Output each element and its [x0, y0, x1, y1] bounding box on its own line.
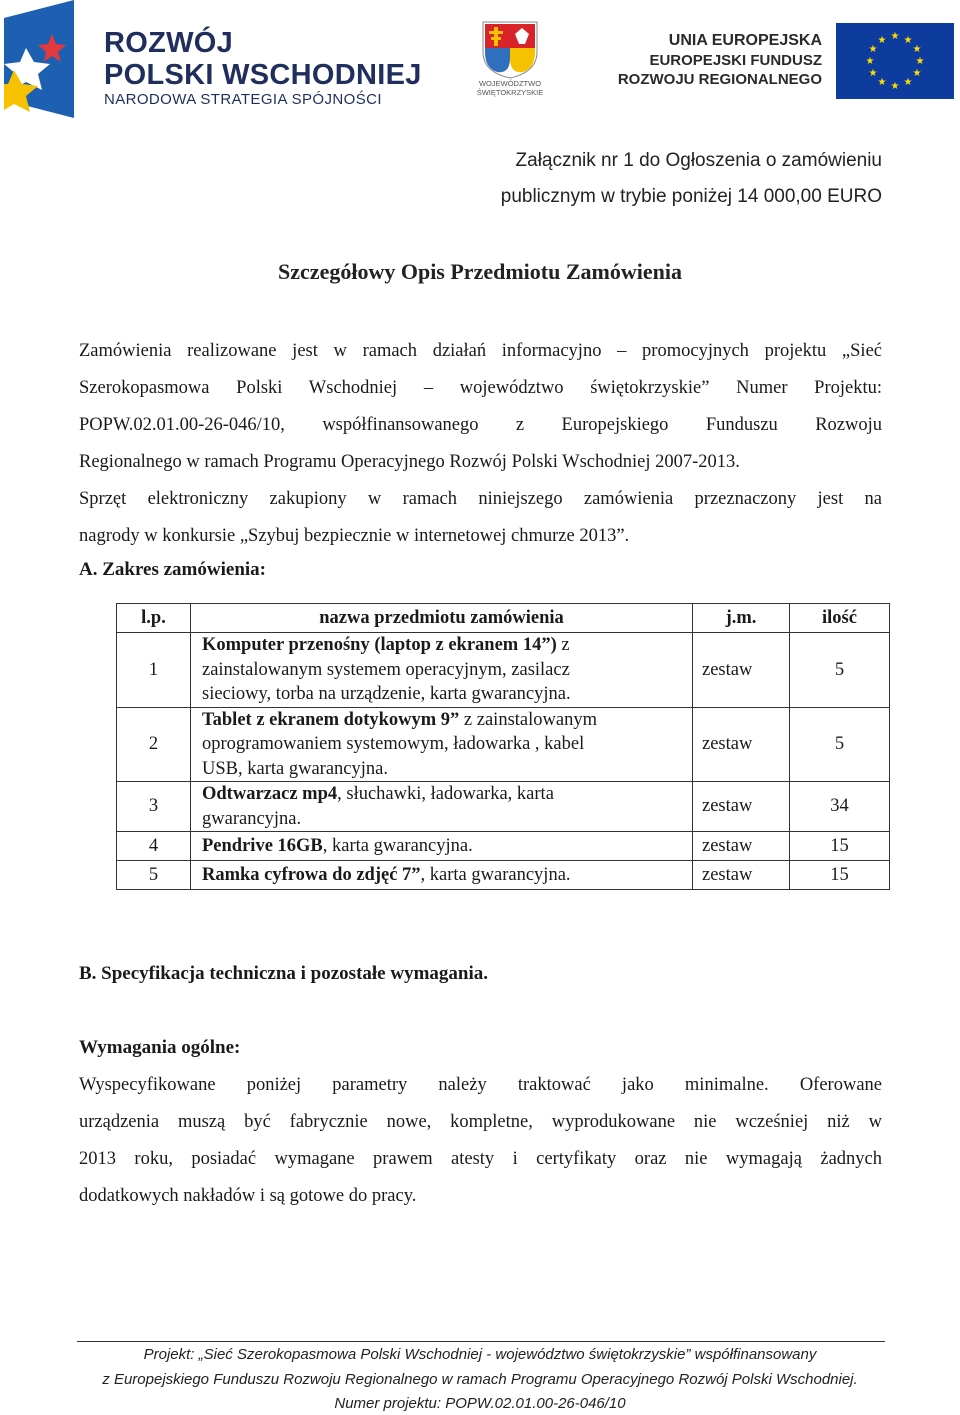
section-a-heading: A. Zakres zamówienia: [79, 559, 266, 580]
general-line: 2013 roku, posiadać wymagane prawem atesty i certyfikaty oraz nie wymagają żadnych [79, 1149, 882, 1169]
footer-divider [77, 1341, 885, 1342]
row-jm: zestaw [693, 861, 790, 890]
header-qty: ilość [790, 604, 890, 633]
row-qty: 5 [790, 633, 890, 708]
table-row [117, 782, 890, 832]
eu-logo-line1: UNIA EUROPEJSKA [668, 32, 822, 49]
rpw-star-icon [4, 0, 84, 120]
row-name-line1 [202, 708, 692, 733]
svg-text:★: ★ [868, 44, 878, 55]
row-name-line3: USB, karta gwarancyjna. [202, 758, 388, 779]
row-qty: 34 [790, 782, 890, 832]
row-name-bold: Odtwarzacz mp4 [202, 784, 338, 804]
row-lp: 1 [117, 633, 191, 708]
row-name-rest: z zainstalowanym [459, 709, 597, 730]
intro-paragraph [79, 333, 882, 555]
eu-flag-icon [836, 23, 954, 99]
intro-line: Regionalnego w ramach Programu Operacyjnego Rozwój Polski Wschodniej 2007-2013. [79, 452, 740, 472]
svg-text:★: ★ [915, 56, 925, 67]
rpw-logo-line1: ROZWÓJ [104, 27, 234, 59]
row-lp: 5 [117, 861, 191, 890]
row-name-rest: z [556, 635, 570, 655]
row-name [191, 707, 693, 782]
table-row [117, 832, 890, 861]
table-row [117, 861, 890, 890]
eu-logo-line3: ROZWOJU REGIONALNEGO [617, 71, 822, 88]
header-lp: l.p. [117, 604, 191, 633]
intro-line: Szerokopasmowa Polski Wschodniej – województwo świętokrzyskie” Numer Projektu: [79, 378, 882, 398]
row-name-bold: Komputer przenośny (laptop z ekranem 14”) [202, 635, 557, 655]
footer-line2: z Europejskiego Funduszu Rozwoju Regionalnego w ramach Programu Operacyjnego Rozwój Polski Wschodniej. [102, 1371, 858, 1388]
header-name: nazwa przedmiotu zamówienia [191, 604, 693, 633]
rpw-logo [4, 0, 84, 120]
row-name-line1 [202, 782, 692, 807]
svg-text:★: ★ [890, 81, 900, 92]
general-requirements-paragraph [79, 1067, 882, 1215]
rpw-logo-line2: POLSKI WSCHODNIEJ [104, 59, 422, 91]
row-jm: zestaw [693, 633, 790, 708]
intro-line: Zamówienia realizowane jest w ramach działań informacyjno – promocyjnych projektu „Sieć [79, 341, 882, 361]
svg-text:★: ★ [912, 68, 922, 79]
table-row [117, 633, 890, 708]
row-lp: 4 [117, 832, 191, 861]
row-jm: zestaw [693, 832, 790, 861]
row-qty: 5 [790, 707, 890, 782]
row-jm: zestaw [693, 782, 790, 832]
page-title: Szczegółowy Opis Przedmiotu Zamówienia [278, 259, 682, 284]
row-name-line1 [202, 633, 692, 658]
footer-line1: Projekt: „Sieć Szerokopasmowa Polski Wschodniej - województwo świętokrzyskie” współfinansowany [143, 1346, 817, 1363]
region-logo-line2: ŚWIĘTOKRZYSKIE [476, 88, 544, 97]
row-name-rest: , słuchawki, ładowarka, karta [337, 784, 554, 804]
eu-logo-line2: EUROPEJSKI FUNDUSZ [649, 52, 822, 69]
row-qty: 15 [790, 861, 890, 890]
general-line: dodatkowych nakładów i są gotowe do pracy. [79, 1186, 417, 1206]
row-name-rest: , karta gwarancyjna. [420, 864, 571, 885]
general-line: urządzenia muszą być fabrycznie nowe, kompletne, wyprodukowane nie wcześniej niż w [79, 1112, 882, 1132]
annex-line2: publicznym w trybie poniżej 14 000,00 EURO [500, 186, 882, 207]
row-name-bold: Tablet z ekranem dotykowym 9” [202, 709, 460, 730]
eu-flag [836, 23, 954, 99]
items-table [116, 603, 890, 890]
row-name-bold: Pendrive 16GB [202, 835, 323, 856]
row-name [191, 832, 693, 861]
row-jm: zestaw [693, 707, 790, 782]
coat-of-arms-icon [477, 18, 543, 80]
row-name [191, 633, 693, 708]
svg-text:★: ★ [877, 77, 887, 88]
intro-line: Sprzęt elektroniczny zakupiony w ramach niniejszego zamówienia przeznaczony jest na [79, 489, 882, 509]
row-name-line2: zainstalowanym systemem operacyjnym, zasilacz [202, 659, 570, 680]
row-name-rest: , karta gwarancyjna. [322, 835, 473, 856]
row-name-line2: gwarancyjna. [202, 808, 302, 829]
row-name-line3: sieciowy, torba na urządzenie, karta gwarancyjna. [202, 684, 571, 704]
intro-line: POPW.02.01.00-26-046/10, współfinansowanego z Europejskiego Funduszu Rozwoju [79, 415, 882, 435]
header-jm: j.m. [693, 604, 790, 633]
footer-line3: Numer projektu: POPW.02.01.00-26-046/10 [334, 1395, 626, 1412]
svg-text:★: ★ [912, 44, 922, 55]
table-row [117, 707, 890, 782]
svg-text:★: ★ [877, 35, 887, 46]
annex-line1: Załącznik nr 1 do Ogłoszenia o zamówieniu [515, 150, 882, 171]
row-name-bold: Ramka cyfrowa do zdjęć 7” [202, 864, 421, 885]
row-name-line2: oprogramowaniem systemowym, ładowarka , kabel [202, 734, 585, 754]
section-b-heading: B. Specyfikacja techniczna i pozostałe wymagania. [79, 963, 489, 984]
row-lp: 2 [117, 707, 191, 782]
svg-text:★: ★ [903, 35, 913, 46]
general-requirements-heading: Wymagania ogólne: [79, 1037, 241, 1058]
rpw-logo-line3: NARODOWA STRATEGIA SPÓJNOŚCI [104, 91, 382, 108]
row-qty: 15 [790, 832, 890, 861]
eu-logo-text [600, 31, 822, 89]
region-logo-text [470, 79, 550, 97]
row-name [191, 782, 693, 832]
svg-text:★: ★ [890, 31, 900, 42]
general-line: Wyspecyfikowane poniżej parametry należy traktować jako minimalne. Oferowane [79, 1075, 882, 1095]
table-header-row [117, 604, 890, 633]
intro-line: nagrody w konkursie „Szybuj bezpiecznie w internetowej chmurze 2013”. [79, 526, 630, 546]
svg-text:★: ★ [865, 56, 875, 67]
svg-text:★: ★ [868, 68, 878, 79]
row-name [191, 861, 693, 890]
row-lp: 3 [117, 782, 191, 832]
svg-text:★: ★ [903, 77, 913, 88]
region-logo-line1: WOJEWÓDZTWO [478, 79, 542, 88]
